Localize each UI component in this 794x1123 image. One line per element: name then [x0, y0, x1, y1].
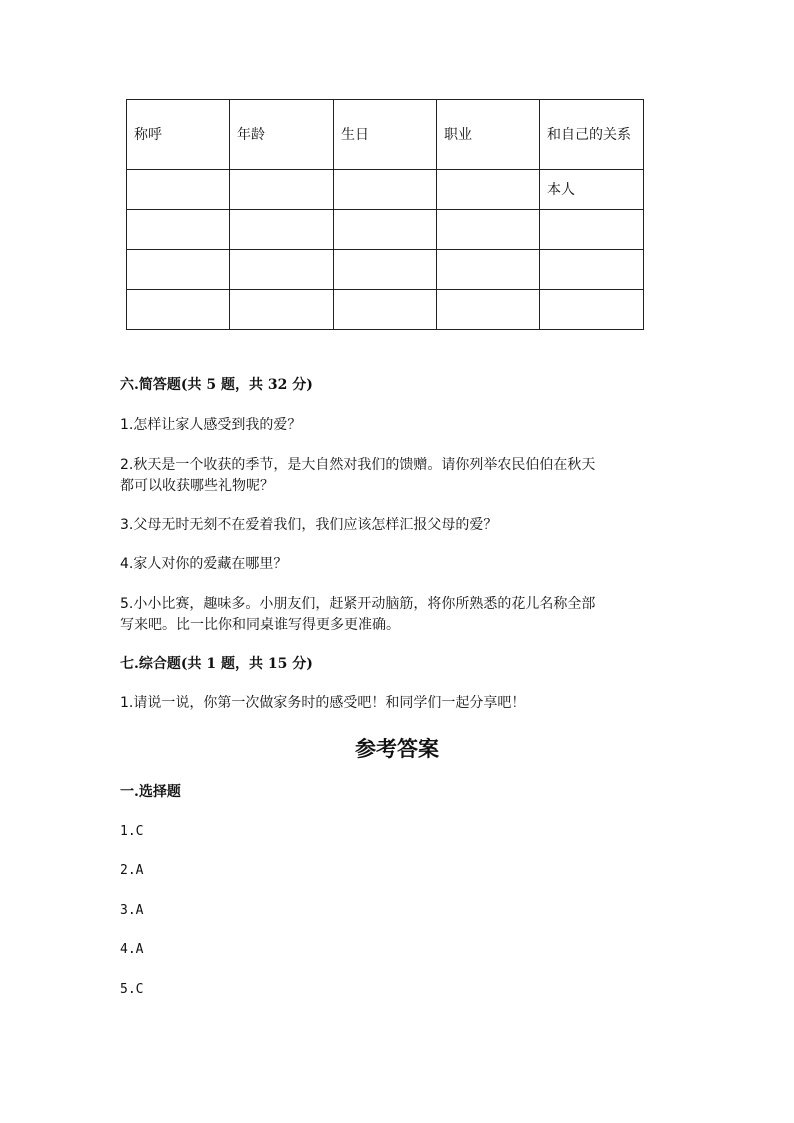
table-row — [127, 170, 644, 210]
table-cell[interactable] — [334, 250, 437, 290]
header-cell-title: 称呼 — [127, 100, 230, 170]
table-cell[interactable] — [437, 250, 540, 290]
answer-section-1-title: 一.选择题 — [120, 784, 181, 800]
question-6-1: 1.怎样让家人感受到我的爱？ — [120, 417, 302, 433]
table-cell[interactable] — [230, 170, 334, 210]
table-cell[interactable] — [437, 210, 540, 250]
table-row — [127, 210, 644, 250]
table-cell[interactable] — [540, 290, 644, 330]
question-6-2-line-2: 都可以收获哪些礼物呢？ — [120, 478, 274, 494]
table-cell[interactable] — [540, 210, 644, 250]
table-header-row — [127, 100, 644, 170]
table-cell[interactable] — [334, 170, 437, 210]
question-6-2-line-1: 2.秋天是一个收获的季节，是大自然对我们的馈赠。请你列举农民伯伯在秋天 — [120, 457, 596, 473]
header-cell-job: 职业 — [437, 100, 540, 170]
section-6-title: 六.简答题(共 5 题，共 32 分) — [120, 377, 313, 393]
question-6-4: 4.家人对你的爱藏在哪里？ — [120, 556, 288, 572]
question-7-1: 1.请说一说，你第一次做家务时的感受吧！和同学们一起分享吧！ — [120, 695, 526, 711]
header-cell-relation: 和自己的关系 — [540, 100, 644, 170]
question-6-3: 3.父母无时无刻不在爱着我们，我们应该怎样汇报父母的爱？ — [120, 517, 498, 533]
table-cell[interactable] — [334, 290, 437, 330]
answer-item: 4.A — [120, 942, 144, 957]
table-cell[interactable] — [437, 170, 540, 210]
table-cell: 本人 — [540, 170, 644, 210]
question-6-5-line-2: 写来吧。比一比你和同桌谁写得更多更准确。 — [120, 617, 400, 633]
header-cell-age: 年龄 — [230, 100, 334, 170]
answer-item: 3.A — [120, 903, 144, 918]
answer-key-title: 参考答案 — [355, 736, 439, 761]
table-row — [127, 250, 644, 290]
table-cell[interactable] — [540, 250, 644, 290]
answer-item: 2.A — [120, 863, 144, 878]
table-cell[interactable] — [127, 290, 230, 330]
table-cell[interactable] — [334, 210, 437, 250]
table-row — [127, 290, 644, 330]
table-cell[interactable] — [230, 290, 334, 330]
table-cell[interactable] — [127, 210, 230, 250]
table-cell[interactable] — [127, 170, 230, 210]
table-cell[interactable] — [230, 250, 334, 290]
family-info-table — [126, 99, 644, 330]
table-cell[interactable] — [127, 250, 230, 290]
table-cell[interactable] — [437, 290, 540, 330]
answer-item: 5.C — [120, 982, 144, 997]
section-7-title: 七.综合题(共 1 题，共 15 分) — [120, 656, 313, 672]
answer-item: 1.C — [120, 824, 144, 839]
question-6-5-line-1: 5.小小比赛，趣味多。小朋友们，赶紧开动脑筋，将你所熟悉的花儿名称全部 — [120, 596, 596, 612]
header-cell-birthday: 生日 — [334, 100, 437, 170]
table-cell[interactable] — [230, 210, 334, 250]
